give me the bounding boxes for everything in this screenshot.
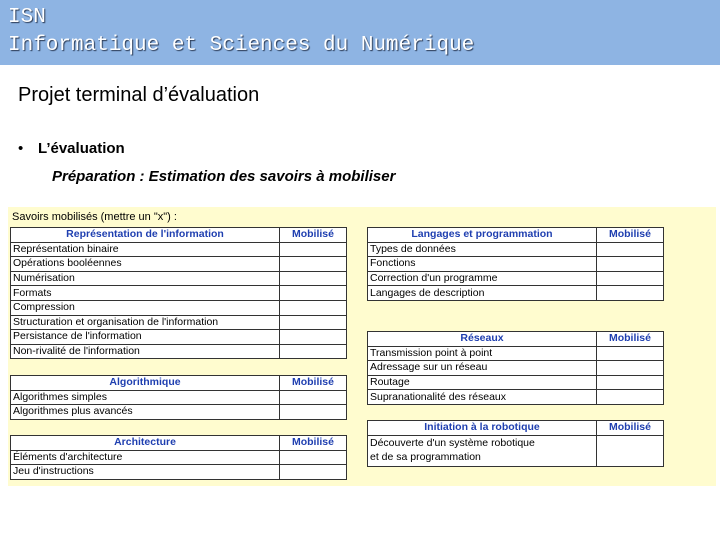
table-header-row [368,228,664,243]
title-bar [0,0,720,65]
savoirs-panel [8,207,716,486]
savoir-label: Représentation binaire [11,242,280,257]
savoir-label: Jeu d'instructions [11,465,280,480]
mobilise-header: Mobilisé [597,332,664,347]
table-title: Représentation de l'information [11,228,280,243]
table-title: Réseaux [368,332,597,347]
bullet-text: L’évaluation [38,140,125,157]
table-row [368,435,664,466]
table-row [368,346,664,361]
table-row [11,271,347,286]
table-robotique [367,420,664,467]
table-row [11,450,347,465]
savoir-label-line: et de sa programmation [370,450,481,463]
mobilise-cell[interactable] [597,286,664,301]
mobilise-cell[interactable] [280,344,347,359]
preparation-heading: Préparation : Estimation des savoirs à mobiliser [52,168,396,185]
mobilise-header: Mobilisé [280,376,347,391]
mobilise-cell[interactable] [280,330,347,345]
mobilise-cell[interactable] [597,390,664,405]
table-row [368,242,664,257]
table-row [11,465,347,480]
savoir-label-line: Découverte d'un système robotique [370,436,535,449]
mobilise-cell[interactable] [280,271,347,286]
mobilise-cell[interactable] [280,405,347,420]
table-row [368,257,664,272]
table-row [11,315,347,330]
savoir-label: Opérations booléennes [11,257,280,272]
mobilise-header: Mobilisé [280,228,347,243]
savoir-label: Types de données [368,242,597,257]
savoir-label: Formats [11,286,280,301]
mobilise-cell[interactable] [280,300,347,315]
title-line-1: ISN [8,6,46,29]
table-row [368,375,664,390]
mobilise-cell[interactable] [280,286,347,301]
savoir-label: Persistance de l'information [11,330,280,345]
table-row [368,361,664,376]
mobilise-cell[interactable] [597,375,664,390]
table-title: Initiation à la robotique [368,421,597,436]
table-title: Langages et programmation [368,228,597,243]
table-header-row [11,376,347,391]
bullet-item [18,140,125,157]
savoir-label: Non-rivalité de l'information [11,344,280,359]
table-architecture [10,435,347,480]
table-header-row [368,421,664,436]
table-row [368,271,664,286]
mobilise-cell[interactable] [280,450,347,465]
table-title: Algorithmique [11,376,280,391]
table-row [11,257,347,272]
mobilise-cell[interactable] [280,465,347,480]
table-row [368,286,664,301]
mobilise-header: Mobilisé [597,421,664,436]
bullet-marker: • [18,140,24,157]
savoir-label [368,435,597,466]
panel-note: Savoirs mobilisés (mettre un "x") : [12,211,177,223]
mobilise-cell[interactable] [597,346,664,361]
title-line-2: Informatique et Sciences du Numérique [8,34,475,57]
table-langages [367,227,664,301]
mobilise-cell[interactable] [280,257,347,272]
savoir-label: Langages de description [368,286,597,301]
table-row [11,344,347,359]
table-row [11,405,347,420]
savoir-label: Algorithmes plus avancés [11,405,280,420]
mobilise-cell[interactable] [280,242,347,257]
table-header-row [11,228,347,243]
table-row [11,390,347,405]
table-algorithmique [10,375,347,420]
table-header-row [11,436,347,451]
mobilise-cell[interactable] [280,315,347,330]
savoir-label: Algorithmes simples [11,390,280,405]
savoir-label: Compression [11,300,280,315]
mobilise-header: Mobilisé [280,436,347,451]
table-row [11,330,347,345]
table-row [11,286,347,301]
savoir-label: Transmission point à point [368,346,597,361]
savoir-label: Fonctions [368,257,597,272]
savoir-label: Structuration et organisation de l'information [11,315,280,330]
savoir-label: Éléments d'architecture [11,450,280,465]
savoir-label: Routage [368,375,597,390]
savoir-label: Adressage sur un réseau [368,361,597,376]
table-row [11,300,347,315]
table-row [11,242,347,257]
slide-subtitle: Projet terminal d’évaluation [18,84,260,106]
savoir-label: Numérisation [11,271,280,286]
mobilise-cell[interactable] [280,390,347,405]
table-header-row [368,332,664,347]
mobilise-cell[interactable] [597,242,664,257]
mobilise-cell[interactable] [597,361,664,376]
mobilise-header: Mobilisé [597,228,664,243]
table-representation [10,227,347,359]
table-row [368,390,664,405]
mobilise-cell[interactable] [597,257,664,272]
savoir-label: Correction d'un programme [368,271,597,286]
mobilise-cell[interactable] [597,271,664,286]
savoir-label: Supranationalité des réseaux [368,390,597,405]
mobilise-cell[interactable] [597,435,664,466]
table-title: Architecture [11,436,280,451]
table-reseaux [367,331,664,405]
